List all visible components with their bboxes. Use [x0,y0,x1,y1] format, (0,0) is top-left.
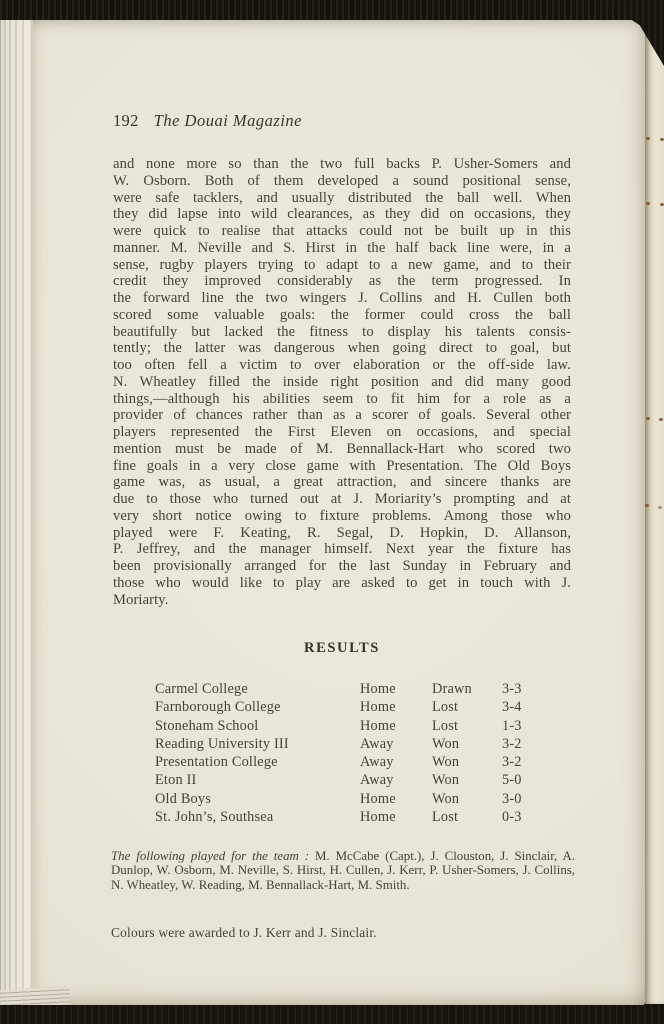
outcome-cell: Drawn [432,681,472,697]
stitch-dot [646,137,650,140]
team-note-lead: The following played for the team : [111,849,310,863]
stitch-dot [645,504,649,507]
venue-cell: Away [360,735,394,752]
body-line: manner. M. Neville and S. Hirst in the half back line were, in a [113,239,571,256]
outcome-cell: Lost [432,717,459,734]
body-line: were quick to realise that attacks could not be built up in this [113,223,571,239]
body-line: they did lapse into wild clearances, as they did on occasions, they [113,206,571,223]
opponent-cell: Presentation College [155,754,278,771]
venue-cell: Away [360,754,394,771]
body-line: beautifully but lacked the fitness to display his talents consis- [113,323,571,340]
stitch-dot [658,506,662,509]
body-line: things,—although his abilities seem to fit him for a role as a [113,390,571,407]
body-line: fine goals in a very close game with Presentation. The Old Boys [113,457,571,474]
magazine-title: The Douai Magazine [153,111,302,130]
body-line: players represented the First Eleven on occasions, and special [113,424,571,440]
venue-cell: Away [360,772,394,789]
opponent-cell: Stoneham School [155,717,259,734]
outcome-cell: Won [432,735,460,752]
body-line: sense, rugby players trying to adapt to a new game, and to their [113,256,571,273]
score-cell: 0-3 [502,809,522,826]
body-line: were safe tacklers, and usually distributed the ball well. When [113,189,571,206]
stitch-dot [660,203,664,206]
body-line: mention must be made of M. Bennallack-Hart who scored two [113,440,571,457]
page-stack-edge-left [0,20,34,1006]
book-cover-top [0,0,664,20]
body-line: been provisionally arranged for the last Sunday in February and [113,558,571,574]
facing-page-edge [645,22,664,1004]
outcome-cell: Lost [432,699,459,716]
venue-cell: Home [360,699,396,716]
outcome-cell: Won [432,790,460,807]
outcome-cell: Won [432,754,460,771]
opponent-cell: Carmel College [155,681,248,697]
opponent-cell: St. John’s, Southsea [155,809,274,826]
body-line: provider of chances rather than as a scorer of goals. Several other [113,407,571,424]
book-page [33,18,645,1006]
colours-note: Colours were awarded to J. Kerr and J. Sinclair. [111,925,377,940]
body-line: those who would like to play are asked to get in touch with J. [113,574,571,591]
opponent-cell: Farnborough College [155,699,281,716]
score-cell: 3-2 [502,735,522,752]
book-cover-bottom [0,1005,664,1024]
body-line: tently; the latter was dangerous when going direct to goal, but [113,340,571,357]
venue-cell: Home [360,717,396,734]
body-line: game was, as usual, a great attraction, and sincere thanks are [113,474,571,491]
score-cell: 5-0 [502,772,522,789]
body-line: played were F. Keating, R. Segal, D. Hopkin, D. Allanson, [113,524,571,541]
results-row [155,736,575,754]
body-line: W. Osborn. Both of them developed a sound positional sense, [113,172,571,189]
stitch-dot [659,418,663,421]
score-cell: 1-3 [502,717,522,734]
outcome-cell: Won [432,772,460,789]
body-line: N. Wheatley filled the inside right position and did many good [113,373,571,390]
team-note [111,849,575,892]
opponent-cell: Reading University III [155,735,289,752]
stitch-dot [660,138,664,141]
score-cell: 3-0 [502,790,522,807]
venue-cell: Home [360,809,396,826]
body-line: scored some valuable goals: the former could cross the ball [113,306,571,323]
body-line: and none more so than the two full backs P. Usher-Somers and [113,156,571,172]
page-number: 192 [113,111,139,130]
body-line: due to those who turned out at J. Moriarity’s prompting and at [113,491,571,507]
results-row [155,718,575,736]
score-cell: 3-2 [502,754,522,771]
body-line: too often fell a victim to over elaboration or the off-side law. [113,357,571,373]
body-line: the forward line the two wingers J. Collins and H. Cullen both [113,290,571,306]
running-head [113,111,583,131]
results-row [155,754,575,772]
score-cell: 3-4 [502,699,522,716]
score-cell: 3-3 [502,681,522,697]
results-row [155,791,575,809]
team-note-text: M. McCabe (Capt.), J. Clouston, J. Sinclair, A. Dunlop, W. Osborn, M. Neville, S. Hirst, H. Cullen, J. Kerr, P. Usher-Somers, J. Collins, N. Wheatley, W. Reading, M. Bennallack-Hart, M. Smith. [111,849,575,892]
body-line: P. Jeffrey, and the manager himself. Next year the fixture has [113,541,571,558]
body-line: very short notice owing to fixture problems. Among those who [113,507,571,524]
venue-cell: Home [360,790,396,807]
outcome-cell: Lost [432,809,459,826]
opponent-cell: Eton II [155,772,197,789]
results-row [155,681,575,699]
venue-cell: Home [360,681,396,697]
results-row [155,699,575,717]
opponent-cell: Old Boys [155,790,212,807]
stitch-dot [646,417,650,420]
results-heading: RESULTS [304,640,380,656]
results-table [155,681,575,827]
results-row [155,772,575,790]
body-line: credit they improved considerably as the term progressed. In [113,273,571,290]
stitch-dot [646,202,650,205]
body-paragraph [113,156,571,608]
results-row [155,809,575,827]
body-line: Moriarty. [113,591,169,608]
